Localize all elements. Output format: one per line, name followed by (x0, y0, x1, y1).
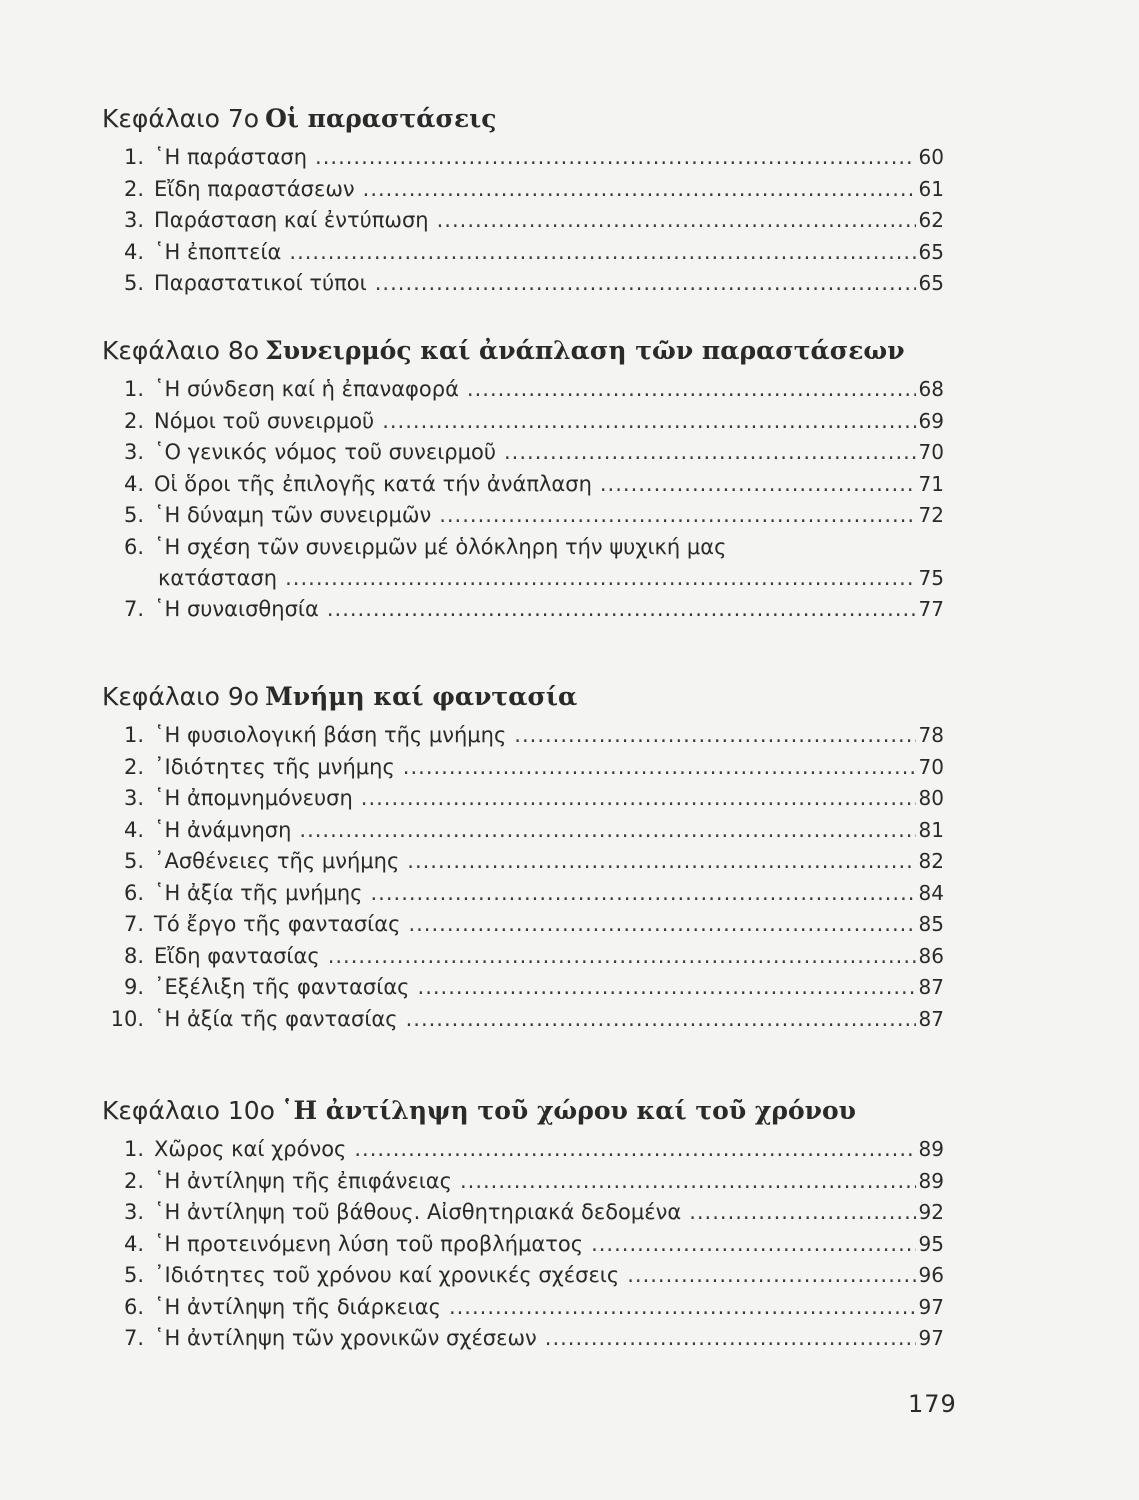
toc-entry[interactable] (102, 1292, 944, 1324)
entry-text: ῾Η σχέση τῶν συνειρμῶν μέ ὁλόκληρη τήν ψυχική μας (154, 534, 727, 559)
toc-entry[interactable] (102, 783, 944, 815)
chapter-heading (102, 1096, 944, 1126)
entry-text: Εἴδη φαντασίας (154, 943, 320, 968)
leader-dots (408, 909, 916, 941)
entry-text: ῾Η ἀπομνημόνευση (154, 786, 353, 810)
leader-dots (327, 594, 916, 626)
entry-number: 8. (123, 943, 144, 968)
entry-text: Οἱ ὅροι τῆς ἐπιλογῆς κατά τήν ἀνάπλαση (154, 471, 592, 496)
chapter-label: Κεφάλαιο 10ο (102, 1096, 275, 1125)
toc-entry[interactable] (102, 1004, 944, 1036)
entry-number: 2. (123, 176, 144, 201)
leader-dots (467, 374, 916, 406)
chapter-heading (102, 104, 944, 134)
entry-number: 4. (123, 239, 144, 264)
entry-text: Τό ἔργο τῆς φαντασίας (154, 912, 401, 936)
toc-entry[interactable] (102, 532, 944, 563)
entry-page: 80 (918, 786, 944, 810)
entry-page: 72 (918, 503, 944, 527)
entry-number: 6. (123, 880, 144, 905)
toc-entry[interactable] (102, 1260, 944, 1292)
toc-entry[interactable] (102, 594, 944, 626)
leader-dots (504, 437, 916, 469)
entry-number: 5. (123, 503, 144, 527)
entry-text: ᾿Ιδιότητες τοῦ χρόνου καί χρονικές σχέσεις (154, 1263, 620, 1287)
leader-dots (439, 500, 916, 532)
leader-dots (545, 1323, 916, 1355)
chapter-title: Μνήμη καί φαντασία (265, 682, 578, 711)
entry-number: 9. (123, 975, 144, 999)
entry-page: 97 (918, 1294, 944, 1319)
leader-dots (363, 174, 916, 206)
entry-number: 4. (123, 1231, 144, 1256)
chapter-8 (102, 336, 944, 626)
chapter-10 (102, 1096, 944, 1355)
entry-text: Εἴδη παραστάσεων (154, 176, 355, 201)
entry-number: 10. (110, 1006, 144, 1031)
entry-text: Χῶρος καί χρόνος (154, 1137, 347, 1161)
toc-entry[interactable] (102, 374, 944, 406)
leader-dots (403, 752, 916, 784)
toc-entry[interactable] (102, 1197, 944, 1229)
chapter-title: ῾Η ἀντίληψη τοῦ χώρου καί τοῦ χρόνου (280, 1096, 856, 1125)
entry-number: 2. (123, 1168, 144, 1193)
entry-page: 69 (918, 408, 944, 433)
leader-dots (437, 205, 916, 237)
leader-dots (600, 469, 916, 501)
chapter-heading (102, 682, 944, 712)
entry-text: ᾿Εξέλιξη τῆς φαντασίας (154, 975, 410, 999)
leader-dots (514, 720, 916, 752)
entry-page: 78 (918, 723, 944, 747)
leader-dots (627, 1260, 916, 1292)
entry-page: 81 (918, 817, 944, 842)
entry-page: 65 (918, 271, 944, 295)
entry-page: 62 (918, 208, 944, 232)
toc-entry[interactable] (102, 437, 944, 469)
leader-dots (361, 783, 916, 815)
entry-number: 1. (123, 377, 144, 401)
entry-text: Νόμοι τοῦ συνειρμοῦ (154, 408, 375, 433)
entry-page: 95 (918, 1231, 944, 1256)
entry-page: 96 (918, 1263, 944, 1287)
leader-dots (382, 406, 916, 438)
entry-page: 92 (918, 1200, 944, 1224)
entry-number: 3. (123, 1200, 144, 1224)
entry-number: 4. (123, 471, 144, 496)
entry-page: 70 (918, 440, 944, 464)
entry-number: 2. (123, 408, 144, 433)
toc-entry[interactable] (102, 941, 944, 973)
chapter-title: Οἱ παραστάσεις (265, 104, 497, 133)
leader-dots (689, 1197, 916, 1229)
entry-page: 77 (918, 597, 944, 621)
chapter-7 (102, 104, 944, 300)
leader-dots (328, 941, 916, 973)
entry-number: 5. (123, 1263, 144, 1287)
entry-page: 85 (918, 912, 944, 936)
toc-entry[interactable] (102, 174, 944, 206)
entry-page: 75 (918, 565, 944, 590)
entry-text: ῾Η φυσιολογική βάση τῆς μνήμης (154, 723, 507, 747)
toc-entry[interactable] (102, 237, 944, 269)
toc-entry[interactable] (102, 878, 944, 910)
leader-dots (407, 846, 916, 878)
entry-text: ῾Η συναισθησία (154, 597, 319, 621)
entry-number: 7. (123, 597, 144, 621)
entry-text: ῾Η ἀντίληψη τοῦ βάθους. Αἰσθητηριακά δεδομένα (154, 1200, 682, 1224)
chapter-title: Συνειρμός καί ἀνάπλαση τῶν παραστάσεων (265, 336, 905, 365)
entry-number: 3. (123, 786, 144, 810)
entry-number: 7. (123, 912, 144, 936)
entry-text: ῾Ο γενικός νόμος τοῦ συνειρμοῦ (154, 440, 496, 464)
toc-entry[interactable] (102, 909, 944, 941)
entry-page: 87 (918, 975, 944, 999)
leader-dots (460, 1166, 916, 1198)
leader-dots (289, 237, 916, 269)
toc-entry[interactable] (102, 752, 944, 784)
entry-page: 61 (918, 176, 944, 201)
entry-text: ῾Η σύνδεση καί ἡ ἐπαναφορά (154, 377, 459, 401)
entry-number: 3. (123, 440, 144, 464)
entry-text: ᾿Ιδιότητες τῆς μνήμης (154, 754, 395, 779)
entry-text: ῾Η δύναμη τῶν συνειρμῶν (154, 503, 432, 527)
entry-text: ῾Η ἐποπτεία (154, 239, 282, 264)
chapter-heading (102, 336, 944, 366)
entry-text: ᾿Ασθένειες τῆς μνήμης (154, 849, 400, 873)
entry-number: 4. (123, 817, 144, 842)
toc-entry[interactable] (102, 500, 944, 532)
entry-page: 84 (918, 880, 944, 905)
entry-text: Παράσταση καί ἐντύπωση (154, 208, 429, 232)
toc-entry[interactable] (102, 205, 944, 237)
entry-page: 89 (918, 1168, 944, 1193)
entry-number: 3. (123, 208, 144, 232)
entry-number: 6. (123, 1294, 144, 1319)
entry-page: 97 (918, 1326, 944, 1350)
entry-number: 5. (123, 271, 144, 295)
entry-number: 1. (123, 145, 144, 169)
toc-entry[interactable] (102, 1134, 944, 1166)
entry-page: 65 (918, 239, 944, 264)
page-number: 179 (908, 1390, 957, 1418)
toc-entry[interactable] (102, 268, 944, 300)
toc-entry[interactable] (102, 1229, 944, 1261)
chapter-label: Κεφάλαιο 9ο (102, 682, 260, 711)
chapter-label: Κεφάλαιο 7ο (102, 104, 260, 133)
leader-dots (371, 878, 917, 910)
toc-entry[interactable] (102, 815, 944, 847)
chapter-label: Κεφάλαιο 8ο (102, 336, 260, 365)
toc-entry[interactable] (102, 142, 944, 174)
entry-text: ῾Η ἀντίληψη τῶν χρονικῶν σχέσεων (154, 1326, 537, 1350)
entry-text: ῾Η ἀξία τῆς φαντασίας (154, 1006, 398, 1031)
entry-text-continuation: κατάσταση (158, 565, 278, 590)
toc-entry[interactable] (102, 846, 944, 878)
entry-number: 2. (123, 754, 144, 779)
toc-entry[interactable] (102, 972, 944, 1004)
toc-entry[interactable] (102, 1323, 944, 1355)
leader-dots (375, 268, 916, 300)
leader-dots (406, 1004, 916, 1036)
toc-entry-continuation[interactable] (102, 563, 944, 595)
toc-entry[interactable] (102, 1166, 944, 1198)
entry-page: 70 (918, 754, 944, 779)
entry-text: ῾Η προτεινόμενη λύση τοῦ προβλήματος (154, 1231, 584, 1256)
entry-text: Παραστατικοί τύποι (154, 271, 367, 295)
entry-number: 7. (123, 1326, 144, 1350)
entry-text: ῾Η ἀντίληψη τῆς ἐπιφάνειας (154, 1168, 452, 1193)
chapter-9 (102, 682, 944, 1035)
entry-page: 86 (918, 943, 944, 968)
leader-dots (449, 1292, 916, 1324)
toc-entry[interactable] (102, 720, 944, 752)
leader-dots (315, 142, 916, 174)
entry-text: ῾Η ἀνάμνηση (154, 817, 292, 842)
toc-entry[interactable] (102, 406, 944, 438)
entry-number: 5. (123, 849, 144, 873)
leader-dots (354, 1134, 916, 1166)
entry-page: 68 (918, 377, 944, 401)
entry-text: ῾Η παράσταση (154, 145, 308, 169)
entry-page: 71 (918, 471, 944, 496)
leader-dots (591, 1229, 916, 1261)
toc-entry[interactable] (102, 469, 944, 501)
leader-dots (418, 972, 916, 1004)
entry-text: ῾Η ἀντίληψη τῆς διάρκειας (154, 1294, 441, 1319)
leader-dots (285, 563, 916, 595)
entry-text: ῾Η ἀξία τῆς μνήμης (154, 880, 363, 905)
entry-page: 60 (918, 145, 944, 169)
entry-page: 82 (918, 849, 944, 873)
entry-page: 87 (918, 1006, 944, 1031)
entry-number: 1. (123, 723, 144, 747)
leader-dots (299, 815, 916, 847)
entry-number: 1. (123, 1137, 144, 1161)
entry-page: 89 (918, 1137, 944, 1161)
entry-number: 6. (123, 534, 144, 559)
